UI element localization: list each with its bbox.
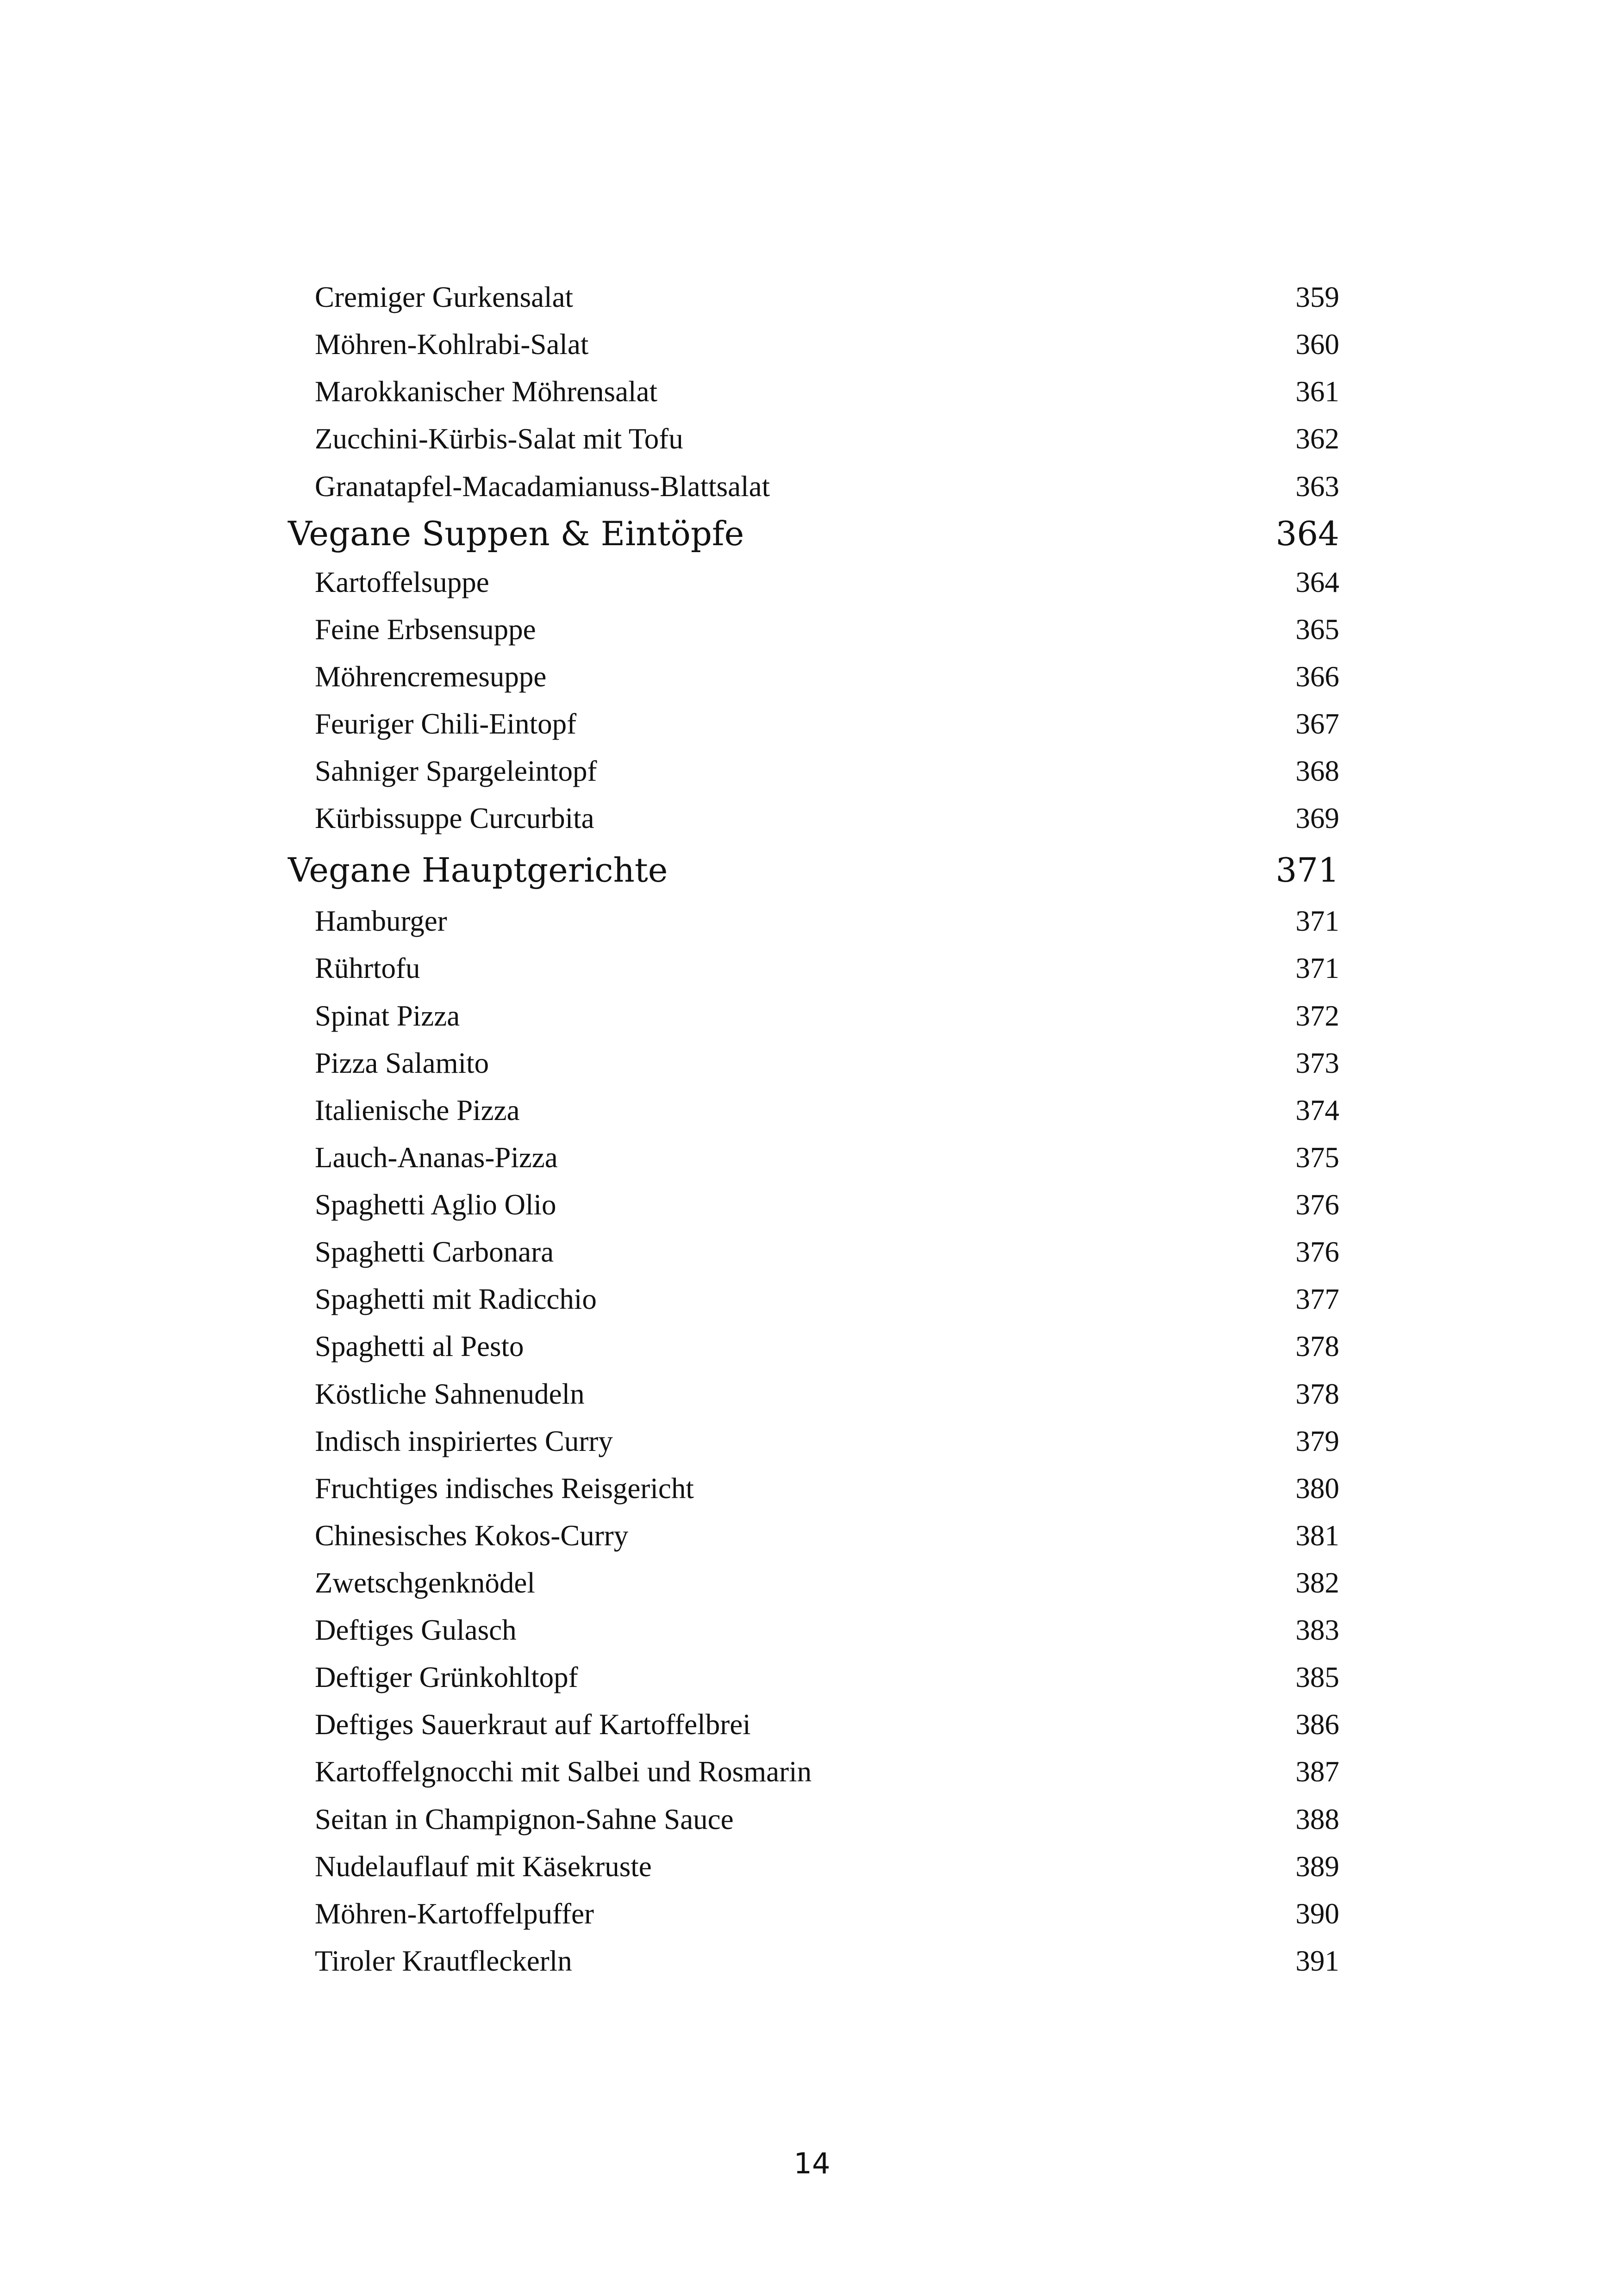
toc-entry-page-number: 372 <box>1295 1000 1339 1032</box>
toc-entry-page-number: 376 <box>1295 1188 1339 1221</box>
toc-entry-title: Köstliche Sahnenudeln <box>315 1378 585 1410</box>
toc-entry-page-number: 367 <box>1295 708 1339 740</box>
toc-entry-page-number: 368 <box>1295 755 1339 787</box>
toc-entry-title: Tiroler Krautfleckerln <box>315 1945 572 1977</box>
toc-entry-page-number: 371 <box>1275 851 1339 890</box>
toc-entry-page-number: 366 <box>1295 660 1339 693</box>
toc-entry-title: Seitan in Champignon-Sahne Sauce <box>315 1803 734 1836</box>
toc-entry <box>0 653 1624 700</box>
toc-entry-title: Kartoffelsuppe <box>315 566 489 598</box>
toc-entry-page-number: 377 <box>1295 1283 1339 1315</box>
toc-entry-title: Chinesisches Kokos-Curry <box>315 1519 629 1552</box>
toc-entry-title: Cremiger Gurkensalat <box>315 281 574 313</box>
toc-entry <box>0 1701 1624 1748</box>
toc-entry <box>0 1134 1624 1181</box>
toc-entry <box>0 1087 1624 1133</box>
toc-entry <box>0 463 1624 510</box>
toc-entry-title: Zwetschgenknödel <box>315 1567 535 1599</box>
toc-entry <box>0 795 1624 841</box>
toc-entry <box>0 274 1624 320</box>
toc-entry <box>0 321 1624 367</box>
toc-entry-page-number: 382 <box>1295 1567 1339 1599</box>
toc-entry-title: Deftiger Grünkohltopf <box>315 1661 578 1693</box>
toc-entry <box>0 1938 1624 1984</box>
toc-entry-title: Spaghetti mit Radicchio <box>315 1283 597 1315</box>
toc-entry <box>0 701 1624 747</box>
toc-entry-title: Spaghetti al Pesto <box>315 1330 524 1363</box>
toc-entry-page-number: 379 <box>1295 1425 1339 1457</box>
toc-entry-page-number: 371 <box>1295 952 1339 984</box>
toc-entry <box>0 945 1624 991</box>
toc-entry-title: Kürbissuppe Curcurbita <box>315 802 594 834</box>
toc-entry <box>0 1560 1624 1606</box>
toc-entry <box>0 1843 1624 1890</box>
toc-entry-page-number: 374 <box>1295 1094 1339 1126</box>
toc-entry <box>0 1323 1624 1369</box>
toc-entry-page-number: 389 <box>1295 1850 1339 1883</box>
toc-entry-page-number: 369 <box>1295 802 1339 834</box>
toc-entry-page-number: 388 <box>1295 1803 1339 1836</box>
toc-entry <box>0 1796 1624 1842</box>
toc-entry-title: Pizza Salamito <box>315 1047 489 1079</box>
toc-entry-title: Hamburger <box>315 905 447 937</box>
toc-entry-title: Feuriger Chili-Eintopf <box>315 708 577 740</box>
toc-entry-page-number: 365 <box>1295 613 1339 646</box>
toc-entry-title: Spinat Pizza <box>315 1000 460 1032</box>
toc-entry-page-number: 385 <box>1295 1661 1339 1693</box>
toc-entry-page-number: 390 <box>1295 1898 1339 1930</box>
toc-entry <box>0 898 1624 944</box>
toc-entry-title: Zucchini-Kürbis-Salat mit Tofu <box>315 423 683 455</box>
toc-entry <box>0 1654 1624 1700</box>
toc-entry-title: Feine Erbsensuppe <box>315 613 536 646</box>
page-number: 14 <box>793 2147 831 2180</box>
toc-entry-title: Vegane Suppen & Eintöpfe <box>288 514 744 553</box>
toc-entry-page-number: 360 <box>1295 328 1339 361</box>
toc-entry <box>0 1512 1624 1559</box>
toc-entry <box>0 1891 1624 1937</box>
toc-entry <box>0 748 1624 794</box>
toc-entry <box>0 606 1624 653</box>
toc-entry-page-number: 376 <box>1295 1236 1339 1268</box>
toc-entry-page-number: 359 <box>1295 281 1339 313</box>
toc-entry-page-number: 380 <box>1295 1472 1339 1505</box>
toc-entry-page-number: 386 <box>1295 1708 1339 1741</box>
toc-entry-title: Deftiges Sauerkraut auf Kartoffelbrei <box>315 1708 751 1741</box>
toc-entry-page-number: 363 <box>1295 470 1339 503</box>
toc-entry-title: Sahniger Spargeleintopf <box>315 755 597 787</box>
toc-entry <box>0 993 1624 1039</box>
toc-entry <box>0 1607 1624 1653</box>
toc-entry-page-number: 373 <box>1295 1047 1339 1079</box>
toc-entry-title: Möhren-Kohlrabi-Salat <box>315 328 589 361</box>
toc-entry-title: Fruchtiges indisches Reisgericht <box>315 1472 694 1505</box>
toc-entry-title: Lauch-Ananas-Pizza <box>315 1141 558 1174</box>
toc-entry-page-number: 378 <box>1295 1378 1339 1410</box>
toc-entry <box>0 1371 1624 1417</box>
toc-entry-title: Marokkanischer Möhrensalat <box>315 375 658 408</box>
toc-entry-page-number: 371 <box>1295 905 1339 937</box>
toc-entry-page-number: 375 <box>1295 1141 1339 1174</box>
toc-entry-title: Indisch inspiriertes Curry <box>315 1425 613 1457</box>
toc-entry <box>0 1182 1624 1228</box>
toc-section-heading <box>0 847 1624 893</box>
toc-entry <box>0 1276 1624 1322</box>
toc-entry-page-number: 381 <box>1295 1519 1339 1552</box>
toc-entry-title: Nudelauflauf mit Käsekruste <box>315 1850 652 1883</box>
toc-entry-title: Deftiges Gulasch <box>315 1614 517 1646</box>
toc-entry-page-number: 378 <box>1295 1330 1339 1363</box>
toc-entry-title: Vegane Hauptgerichte <box>288 851 668 890</box>
toc-entry-page-number: 387 <box>1295 1755 1339 1788</box>
toc-entry <box>0 1465 1624 1512</box>
toc-entry <box>0 559 1624 605</box>
toc-entry <box>0 368 1624 415</box>
toc-entry-title: Spaghetti Carbonara <box>315 1236 554 1268</box>
toc-entry-title: Rührtofu <box>315 952 420 984</box>
toc-entry-page-number: 364 <box>1295 566 1339 598</box>
toc-entry-page-number: 391 <box>1295 1945 1339 1977</box>
toc-entry-page-number: 362 <box>1295 423 1339 455</box>
toc-entry <box>0 416 1624 462</box>
toc-entry <box>0 1418 1624 1464</box>
toc-entry-page-number: 361 <box>1295 375 1339 408</box>
toc-entry <box>0 1229 1624 1275</box>
toc-entry-page-number: 364 <box>1275 514 1339 553</box>
toc-entry-page-number: 383 <box>1295 1614 1339 1646</box>
toc-entry-title: Italienische Pizza <box>315 1094 520 1126</box>
toc-entry-title: Möhren-Kartoffelpuffer <box>315 1898 594 1930</box>
toc-entry-title: Spaghetti Aglio Olio <box>315 1188 556 1221</box>
toc-entry-title: Kartoffelgnocchi mit Salbei und Rosmarin <box>315 1755 812 1788</box>
toc-entry <box>0 1748 1624 1795</box>
toc-entry-title: Granatapfel-Macadamianuss-Blattsalat <box>315 470 770 503</box>
toc-section-heading <box>0 510 1624 557</box>
toc-entry <box>0 1040 1624 1086</box>
toc-entry-title: Möhrencremesuppe <box>315 660 547 693</box>
